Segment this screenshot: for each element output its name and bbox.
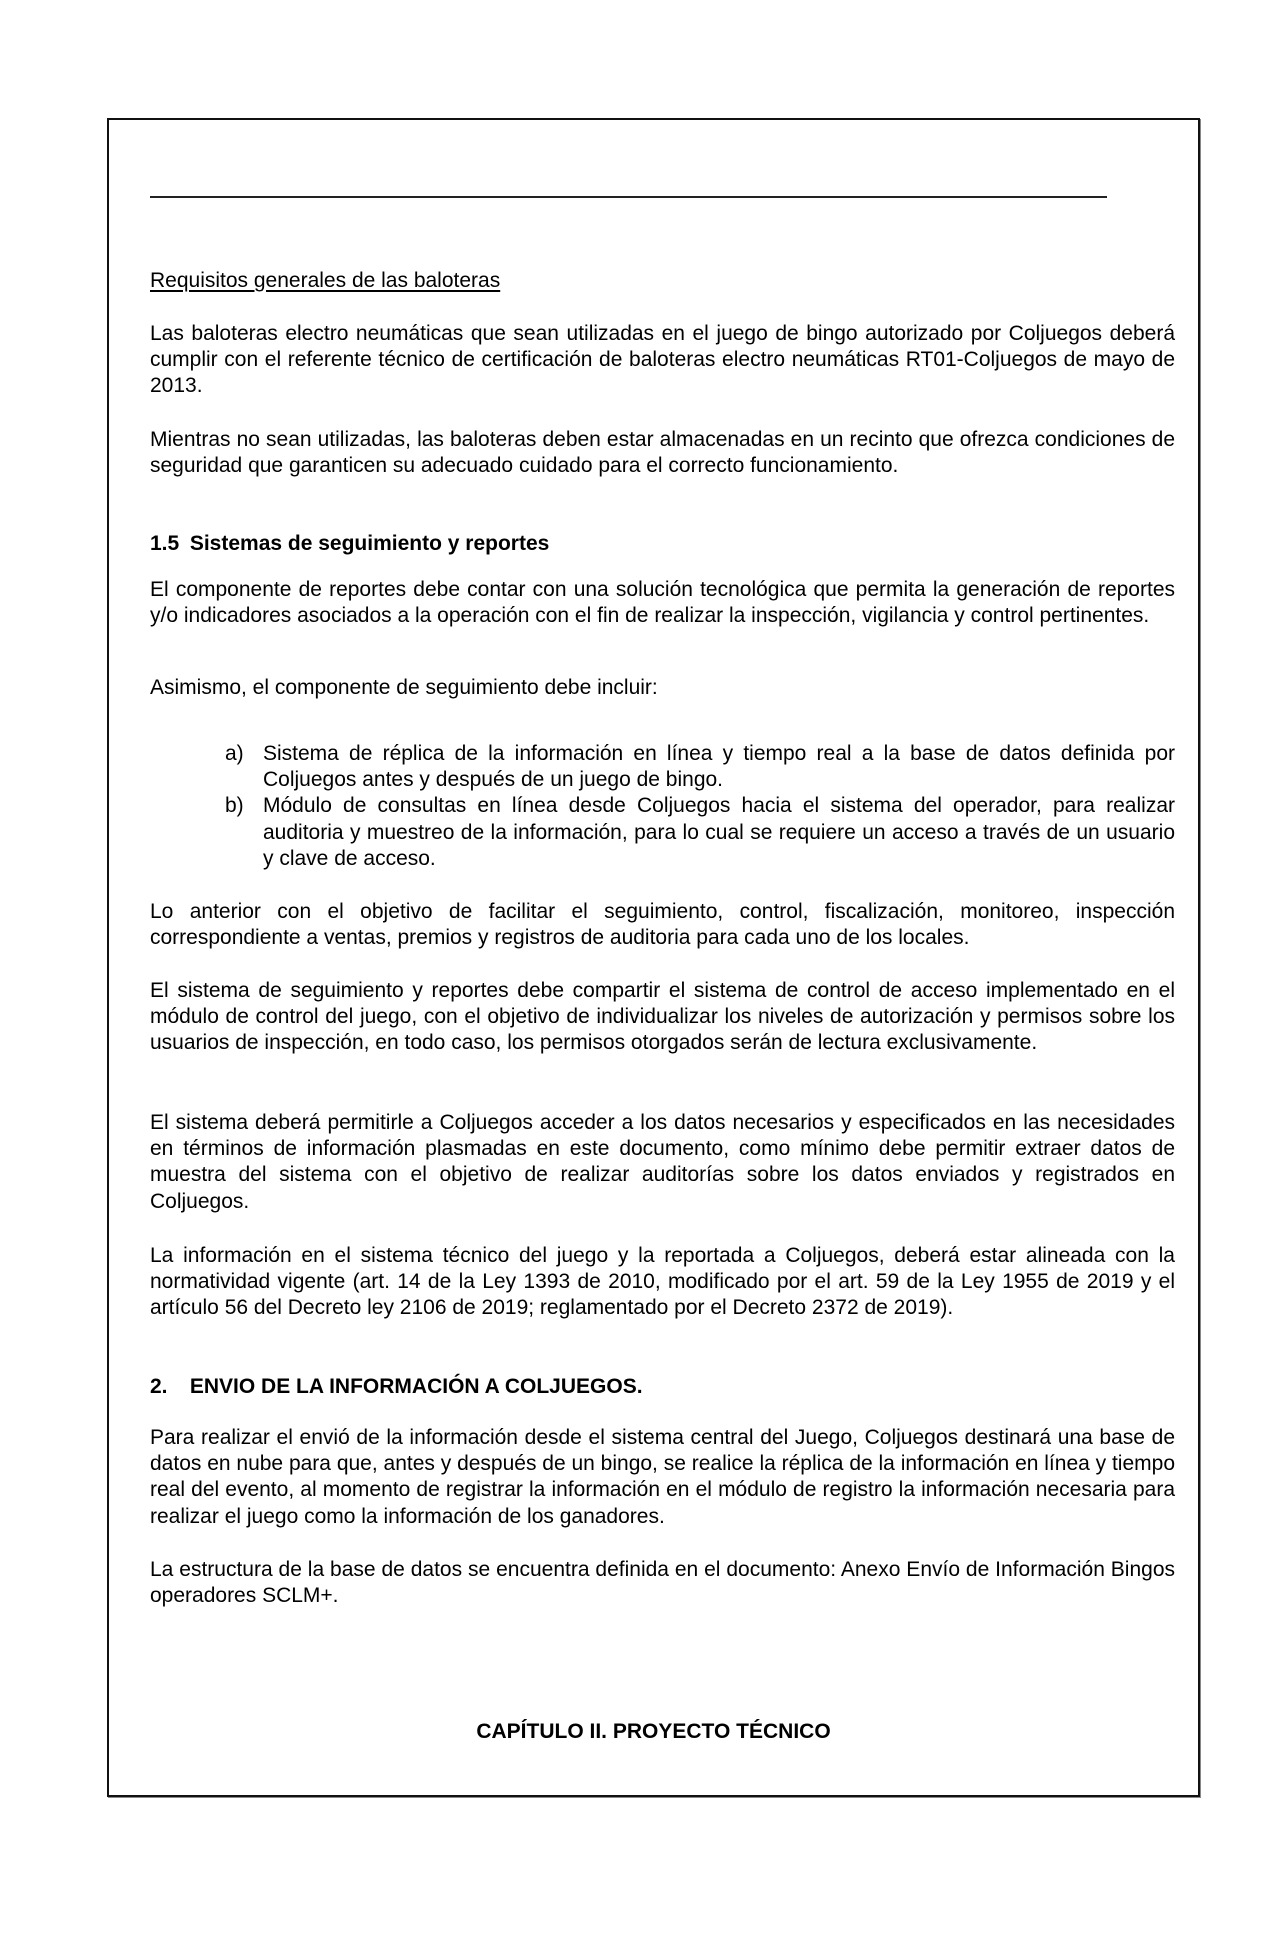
list-marker: b) xyxy=(225,794,244,818)
section-1-5-paragraph-5: El sistema deberá permitirle a Coljuegos acceder a los datos necesarios y especificados en las necesidades en términos de información plasmadas en este documento, como mínimo debe permitir extraer datos de muestra del sistema con el objetivo de realizar auditorías sobre los datos enviados y registrados en Coljuegos. xyxy=(150,1111,1175,1213)
header-rule xyxy=(150,196,1107,198)
section-title: ENVIO DE LA INFORMACIÓN A COLJUEGOS. xyxy=(189,1375,643,1398)
section-title: Sistemas de seguimiento y reportes xyxy=(189,532,550,555)
section-number: 1.5 xyxy=(150,532,180,555)
list-item-text: Sistema de réplica de la información en línea y tiempo real a la base de datos definida por Coljuegos antes y después de un juego de bingo. xyxy=(263,742,1175,792)
section-1-5-paragraph-6: La información en el sistema técnico del juego y la reportada a Coljuegos, deberá estar alineada con la normatividad vigente (art. 14 de la Ley 1393 de 2010, modificado por el art. 59 de la Ley 1955 de 2019 y el artículo 56 del Decreto ley 2106 de 2019; reglamentado por el Decreto 2372 de 2019). xyxy=(150,1244,1175,1320)
list-item-text: Módulo de consultas en línea desde Coljuegos hacia el sistema del operador, para realizar auditoria y muestreo de la información, para lo cual se requiere un acceso a través de un usuario y clave de acceso. xyxy=(263,794,1175,870)
section-2-heading xyxy=(150,1374,1175,1400)
section-2-paragraph-1: Para realizar el envió de la información desde el sistema central del Juego, Coljuegos destinará una base de datos en nube para que, antes y después de un bingo, se realice la réplica de la información en línea y tiempo real del evento, al momento de registrar la información en el módulo de registro la información necesaria para realizar el juego como la información de los ganadores. xyxy=(150,1426,1176,1528)
list-marker: a) xyxy=(225,742,244,765)
section-1-5-paragraph-2: Asimismo, el componente de seguimiento debe incluir: xyxy=(150,676,658,699)
section-1-5-paragraph-1: El componente de reportes debe contar con una solución tecnológica que permita la generación de reportes y/o indicadores asociados a la operación con el fin de realizar la inspección, vigilancia y control pertinentes. xyxy=(150,578,1175,628)
baloteras-heading: Requisitos generales de las baloteras xyxy=(150,269,501,292)
section-1-5-heading xyxy=(150,531,1175,557)
section-1-5-paragraph-4: El sistema de seguimiento y reportes debe compartir el sistema de control de acceso implementado en el módulo de control del juego, con el objetivo de individualizar los niveles de autorización y permisos sobre los usuarios de inspección, en todo caso, los permisos otorgados serán de lectura exclusivamente. xyxy=(150,979,1175,1055)
section-number: 2. xyxy=(150,1375,168,1398)
list-item xyxy=(225,793,1175,872)
section-2-paragraph-2: La estructura de la base de datos se encuentra definida en el documento: Anexo Envío de Información Bingos operadores SCLM+. xyxy=(150,1558,1175,1608)
section-1-5-paragraph-3: Lo anterior con el objetivo de facilitar el seguimiento, control, fiscalización, monitoreo, inspección correspondiente a ventas, premios y registros de auditoria para cada uno de los locales. xyxy=(150,900,1175,950)
baloteras-paragraph-1: Las baloteras electro neumáticas que sean utilizadas en el juego de bingo autorizado por Coljuegos deberá cumplir con el referente técnico de certificación de baloteras electro neumáticas RT01-Coljuegos de mayo de 2013. xyxy=(150,322,1175,398)
tracking-components-list xyxy=(225,741,1175,872)
baloteras-paragraph-2: Mientras no sean utilizadas, las baloteras deben estar almacenadas en un recinto que ofrezca condiciones de seguridad que garanticen su adecuado cuidado para el correcto funcionamiento. xyxy=(150,428,1175,478)
chapter-heading: CAPÍTULO II. PROYECTO TÉCNICO xyxy=(476,1720,831,1743)
list-item xyxy=(225,741,1175,793)
